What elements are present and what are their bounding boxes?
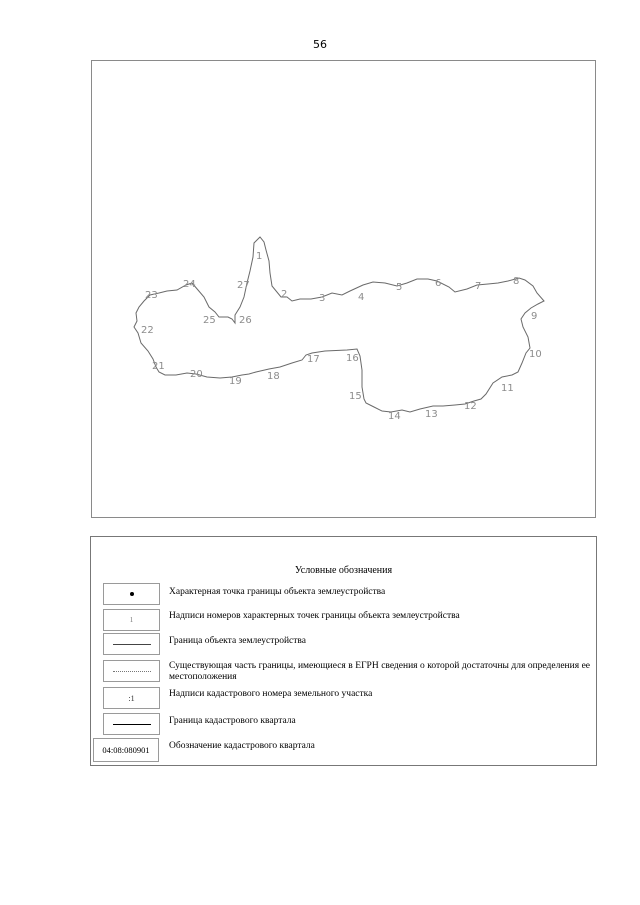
- point-label: 23: [145, 290, 158, 301]
- point-label: 21: [152, 361, 165, 372]
- legend-symbol: [103, 713, 160, 735]
- point-label: 4: [358, 292, 365, 303]
- legend-symbol: [103, 583, 160, 605]
- point-label: 27: [237, 280, 250, 291]
- legend-description: Граница кадастрового квартала: [169, 716, 296, 726]
- legend: [90, 536, 597, 766]
- land-plot-map: [92, 61, 597, 519]
- thin-line-icon: [113, 644, 151, 645]
- dot-icon: [130, 592, 134, 596]
- legend-description: Граница объекта землеустройства: [169, 636, 306, 646]
- dotted-line-icon: [113, 671, 151, 672]
- point-label: 11: [501, 383, 514, 394]
- point-label: 1: [256, 251, 263, 262]
- quarter-number-mark: 04:08:080901: [102, 745, 150, 755]
- point-label: 3: [319, 293, 326, 304]
- point-label: 14: [388, 411, 401, 422]
- legend-description: Надписи номеров характерных точек границы объекта землеустройства: [169, 611, 460, 621]
- point-label: 10: [529, 349, 542, 360]
- point-label: 7: [475, 281, 482, 292]
- parcel-number-mark: :1: [128, 693, 135, 703]
- point-label: 13: [425, 409, 438, 420]
- point-label: 18: [267, 371, 280, 382]
- legend-symbol: [93, 738, 159, 762]
- point-label: 12: [464, 401, 477, 412]
- legend-description: Обозначение кадастрового квартала: [169, 741, 315, 751]
- point-label: 20: [190, 369, 203, 380]
- point-label: 25: [203, 315, 216, 326]
- point-label: 16: [346, 353, 359, 364]
- legend-description: Надписи кадастрового номера земельного участка: [169, 689, 373, 699]
- point-label: 6: [435, 278, 442, 289]
- land-plot-boundary: [134, 237, 544, 412]
- point-label: 8: [513, 276, 520, 287]
- legend-description: Характерная точка границы объекта землеустройства: [169, 587, 386, 597]
- map-frame: [91, 60, 596, 518]
- point-label: 9: [531, 311, 538, 322]
- point-label: 26: [239, 315, 252, 326]
- point-label-mark: 1: [129, 616, 134, 624]
- page-number: 56: [313, 38, 327, 51]
- point-labels: [141, 251, 542, 422]
- point-label: 24: [183, 279, 196, 290]
- point-label: 22: [141, 325, 154, 336]
- point-label: 17: [307, 354, 320, 365]
- point-label: 19: [229, 376, 242, 387]
- point-label: 2: [281, 289, 288, 300]
- thick-line-icon: [113, 724, 151, 725]
- point-label: 5: [396, 282, 403, 293]
- legend-description: Существующая часть границы, имеющиеся в ЕГРН сведения о которой достаточны для определения ее местоположения: [169, 661, 590, 682]
- point-label: 15: [349, 391, 362, 402]
- legend-symbol: [103, 609, 160, 631]
- legend-symbol: [103, 660, 160, 682]
- legend-symbol: [103, 633, 160, 655]
- legend-symbol: [103, 687, 160, 709]
- legend-title: Условные обозначения: [294, 565, 393, 576]
